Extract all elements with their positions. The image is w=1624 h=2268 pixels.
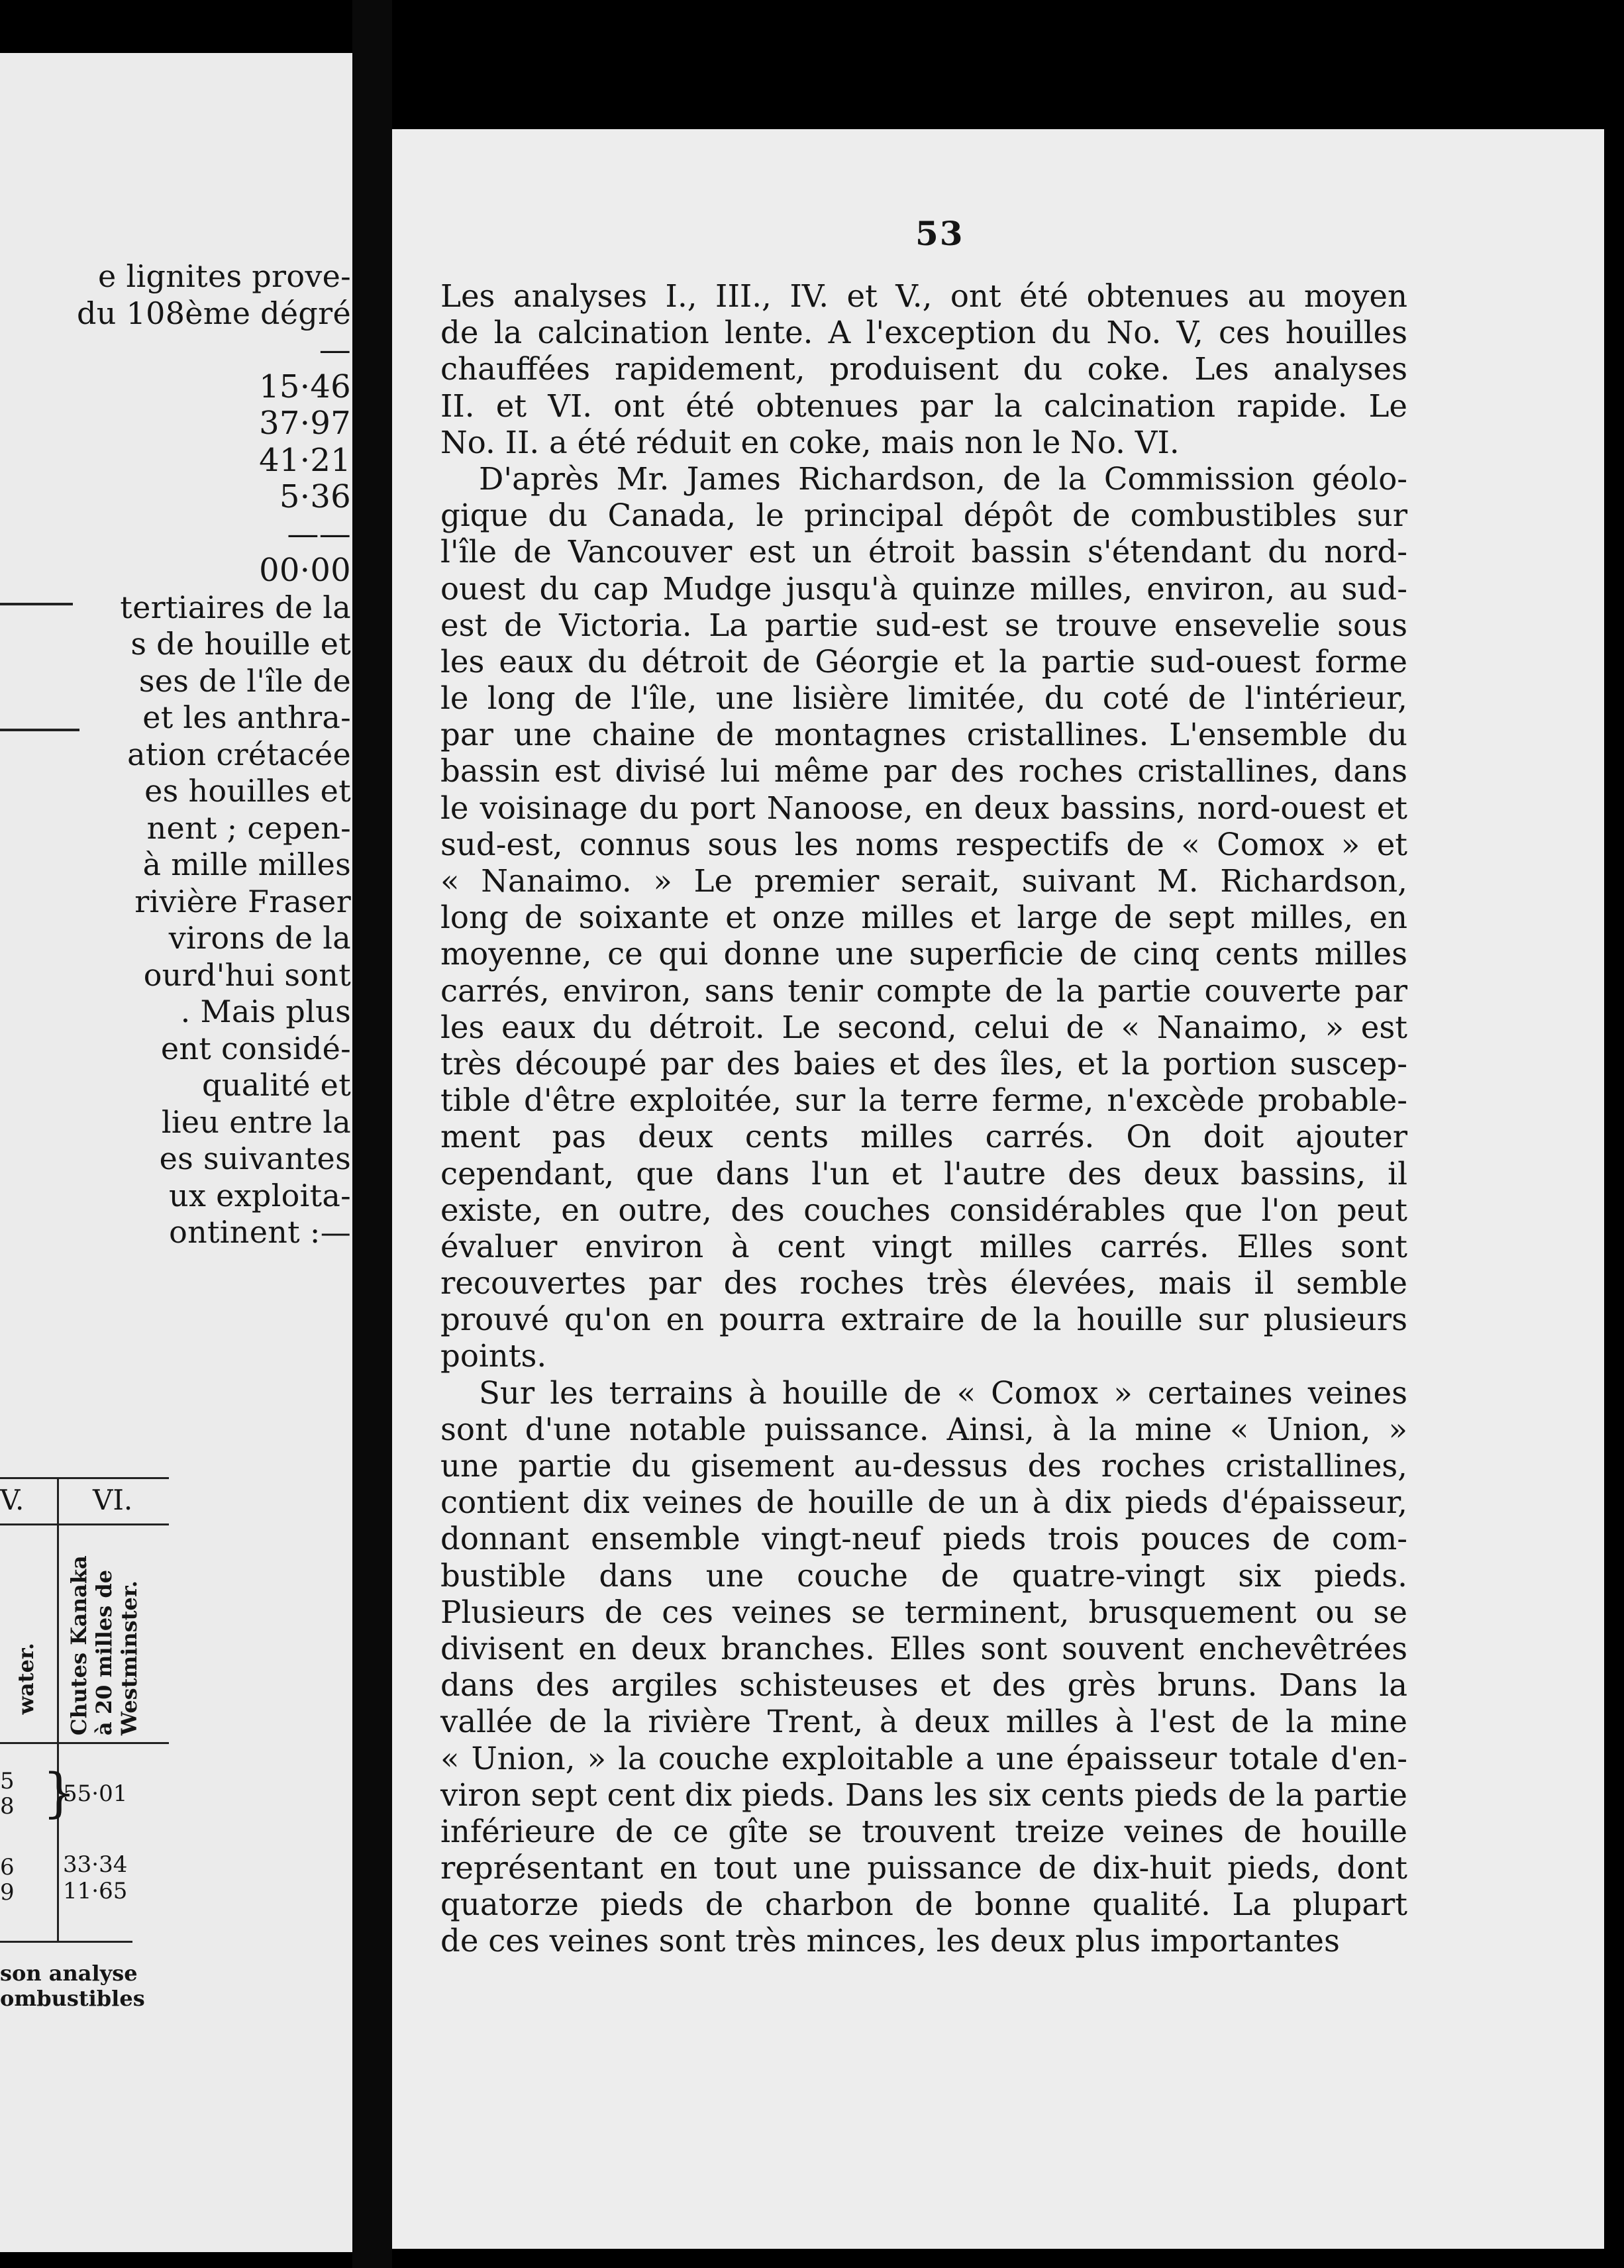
- text-line: donnant ensemble vingt-neuf pieds trois pouces de com-: [440, 1521, 1407, 1557]
- row1-left: 5 8: [0, 1768, 15, 1820]
- left-line: 15·46: [259, 368, 351, 405]
- text-line: très découpé par des baies et des îles, et la portion suscep-: [440, 1045, 1407, 1082]
- text-line: Les analyses I., III., IV. et V., ont été obtenues au moyen: [440, 278, 1407, 314]
- text-line: moyenne, ce qui donne une superficie de cinq cents milles: [440, 936, 1407, 972]
- row2-value-2: 11·65: [63, 1878, 128, 1904]
- left-line: qualité et: [202, 1067, 351, 1103]
- left-line: et les anthra-: [142, 699, 351, 735]
- left-line: s de houille et: [130, 626, 351, 662]
- text-line: « Nanaimo. » Le premier serait, suivant M. Richardson,: [440, 863, 1407, 899]
- text-line: chauffées rapidement, produisent du coke. Les analyses: [440, 351, 1407, 387]
- text-line: représentant en tout une puissance de dix-huit pieds, dont: [440, 1850, 1407, 1886]
- text-line: tible d'être exploitée, sur la terre ferme, n'excède probable-: [440, 1082, 1407, 1119]
- text-line: cependant, que dans l'un et l'autre des deux bassins, il: [440, 1155, 1407, 1192]
- text-line: quatorze pieds de charbon de bonne qualité. La plupart: [440, 1886, 1407, 1923]
- text-line: les eaux du détroit de Géorgie et la partie sud-ouest forme: [440, 643, 1407, 680]
- text-line: Plusieurs de ces veines se terminent, brusquement ou se: [440, 1594, 1407, 1630]
- main-page: [392, 129, 1604, 2249]
- text-line: est de Victoria. La partie sud-est se trouve ensevelie sous: [440, 607, 1407, 643]
- left-line: e lignites prove-: [98, 258, 351, 294]
- text-line: une partie du gisement au-dessus des roches cristallines,: [440, 1448, 1407, 1484]
- text-line: dans des argiles schisteuses et des grès bruns. Dans la: [440, 1667, 1407, 1704]
- text-line: long de soixante et onze milles et large de sept milles, en: [440, 900, 1407, 936]
- left-facing-page: [0, 53, 352, 2252]
- text-line: Sur les terrains à houille de « Comox » certaines veines: [479, 1374, 1407, 1411]
- footnote-line-1: son analyse: [0, 1961, 138, 1986]
- left-line: 00·00: [259, 552, 351, 589]
- left-line: es suivantes: [159, 1141, 351, 1176]
- text-line: bassin est divisé lui même par des roches cristallines, dans: [440, 753, 1407, 790]
- left-line: 41·21: [259, 441, 351, 479]
- left-line: 37·97: [259, 405, 351, 442]
- text-line: par une chaine de montagnes cristallines. L'ensemble du: [440, 717, 1407, 753]
- col-vi-header: VI.: [93, 1484, 133, 1516]
- left-line: ses de l'île de: [138, 662, 351, 699]
- text-line: « Union, » la couche exploitable a une épaisseur totale d'en-: [440, 1740, 1407, 1777]
- left-line: rivière Fraser: [134, 883, 351, 919]
- text-line: II. et VI. ont été obtenues par la calcination rapide. Le: [440, 387, 1407, 424]
- left-line: virons de la: [168, 920, 351, 956]
- left-line: —: [319, 331, 351, 368]
- page-number: 53: [915, 214, 964, 253]
- left-line: ux exploita-: [169, 1177, 351, 1213]
- text-line: ouest du cap Mudge jusqu'à quinze milles, environ, au sud-: [440, 570, 1407, 607]
- text-line: viron sept cent dix pieds. Dans les six cents pieds de la partie: [440, 1777, 1407, 1813]
- text-line: de la calcination lente. A l'exception du No. V, ces houilles: [440, 315, 1407, 351]
- page-gutter: [352, 0, 392, 2268]
- col-vi-label: Chutes Kanaka à 20 milles de Westminster.: [66, 1555, 142, 1735]
- left-page-text: [0, 258, 352, 1251]
- left-line: lieu entre la: [161, 1104, 351, 1140]
- text-line: sont d'une notable puissance. Ainsi, à la mine « Union, »: [440, 1411, 1407, 1447]
- left-line: ontinent :—: [169, 1214, 351, 1250]
- text-line: prouvé qu'on en pourra extraire de la houille sur plusieurs: [440, 1302, 1407, 1338]
- left-line: ourd'hui sont: [143, 956, 351, 993]
- left-line: à mille milles: [142, 847, 351, 882]
- col-v-header: V.: [0, 1484, 25, 1516]
- left-line: ent considé-: [160, 1030, 351, 1066]
- left-line: tertiaires de la: [120, 589, 351, 625]
- left-line: du 108ème dégré: [76, 295, 351, 331]
- text-line: D'après Mr. James Richardson, de la Commission géolo-: [479, 460, 1407, 497]
- row1-value: 55·01: [63, 1780, 128, 1807]
- table-column-divider: [57, 1477, 59, 1941]
- left-rule-2: [0, 729, 79, 731]
- col-v-label: water.: [13, 1643, 38, 1715]
- text-line: évaluer environ à cent vingt milles carrés. Elles sont: [440, 1228, 1407, 1264]
- left-line: ation crétacée: [127, 736, 351, 772]
- table-header-rule: [0, 1523, 169, 1525]
- text-line: carrés, environ, sans tenir compte de la partie couverte par: [440, 972, 1407, 1009]
- left-line: 5·36: [279, 478, 351, 515]
- text-line: ment pas deux cents milles carrés. On doit ajouter: [440, 1119, 1407, 1155]
- text-line: divisent en deux branches. Elles sont souvent enchevêtrées: [440, 1630, 1407, 1667]
- body-text: [440, 278, 1407, 1960]
- text-line: inférieure de ce gîte se trouvent treize veines de houille: [440, 1813, 1407, 1849]
- text-line: bustible dans une couche de quatre-vingt six pieds.: [440, 1557, 1407, 1594]
- left-line: ——: [287, 515, 351, 552]
- text-line: le voisinage du port Nanoose, en deux bassins, nord-ouest et: [440, 790, 1407, 826]
- text-line: points.: [440, 1338, 547, 1374]
- row2-left: 6 9: [0, 1854, 15, 1906]
- table-top-rule: [0, 1477, 169, 1479]
- text-line: No. II. a été réduit en coke, mais non le No. VI.: [440, 424, 1180, 460]
- left-table: [0, 1477, 352, 2011]
- text-line: l'île de Vancouver est un étroit bassin s'étendant du nord-: [440, 534, 1407, 570]
- footnote-line-2: ombustibles: [0, 1986, 145, 2011]
- left-line: nent ; cepen-: [146, 809, 351, 846]
- text-line: les eaux du détroit. Le second, celui de « Nanaimo, » est: [440, 1009, 1407, 1045]
- left-rule-1: [0, 603, 73, 605]
- text-line: de ces veines sont très minces, les deux plus importantes: [440, 1923, 1340, 1959]
- row1-brace: }: [42, 1762, 76, 1824]
- text-line: existe, en outre, des couches considérables que l'on peut: [440, 1192, 1407, 1228]
- text-line: vallée de la rivière Trent, à deux milles à l'est de la mine: [440, 1704, 1407, 1740]
- table-subheader-rule: [0, 1742, 169, 1744]
- text-line: contient dix veines de houille de un à dix pieds d'épaisseur,: [440, 1484, 1407, 1521]
- text-line: le long de l'île, une lisière limitée, du coté de l'intérieur,: [440, 680, 1407, 717]
- text-line: sud-est, connus sous les noms respectifs de « Comox » et: [440, 826, 1407, 862]
- text-line: recouvertes par des roches très élevées, mais il semble: [440, 1265, 1407, 1302]
- table-bottom-rule: [0, 1941, 132, 1943]
- text-line: gique du Canada, le principal dépôt de combustibles sur: [440, 497, 1407, 534]
- left-line: . Mais plus: [180, 994, 351, 1029]
- left-line: es houilles et: [144, 773, 351, 809]
- row2-value-1: 33·34: [63, 1851, 128, 1878]
